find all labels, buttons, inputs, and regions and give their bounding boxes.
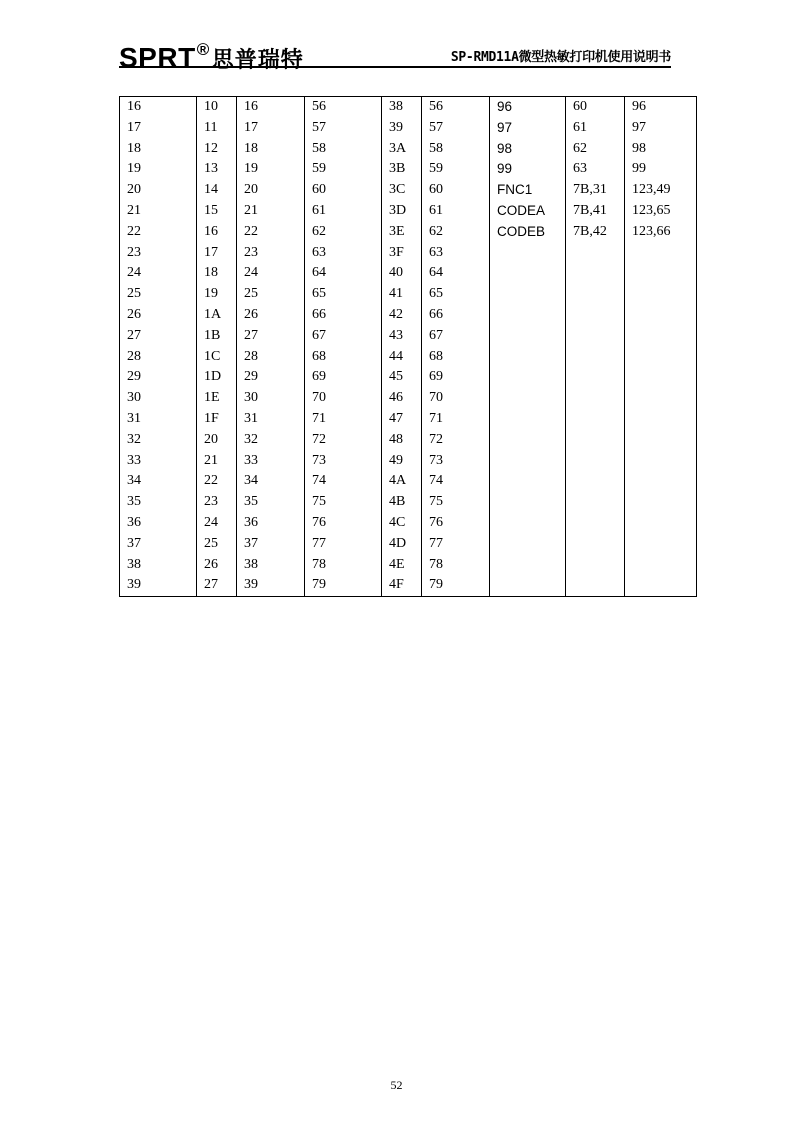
table-cell: 69 [305, 367, 382, 388]
table-cell: 4F [382, 575, 422, 596]
table-cell [566, 492, 625, 513]
table-cell: 1C [197, 347, 237, 368]
table-row [120, 243, 697, 264]
table-cell: 65 [305, 284, 382, 305]
table-cell: 64 [305, 263, 382, 284]
table-cell: 65 [422, 284, 490, 305]
table-cell [566, 243, 625, 264]
table-cell: 26 [120, 305, 197, 326]
table-cell: 12 [197, 139, 237, 160]
table-cell [490, 534, 566, 555]
table-cell: 34 [120, 471, 197, 492]
table-cell: 1D [197, 367, 237, 388]
table-cell: 31 [120, 409, 197, 430]
table-cell: 62 [422, 222, 490, 243]
table-cell: 78 [305, 555, 382, 576]
table-cell: 38 [382, 97, 422, 118]
table-cell [625, 284, 697, 305]
code-table-body [120, 97, 697, 597]
table-cell [566, 513, 625, 534]
brand-name-cn: 思普瑞特 [211, 47, 304, 72]
table-cell: 72 [422, 430, 490, 451]
table-cell [566, 471, 625, 492]
table-cell [566, 367, 625, 388]
brand-name: SPRT [119, 42, 196, 73]
table-cell: 61 [566, 118, 625, 139]
table-cell: 23 [120, 243, 197, 264]
table-cell: 60 [422, 180, 490, 201]
table-cell [625, 243, 697, 264]
table-cell: 79 [422, 575, 490, 596]
table-cell: 31 [237, 409, 305, 430]
table-cell: 35 [237, 492, 305, 513]
table-cell: 70 [422, 388, 490, 409]
table-cell: 37 [237, 534, 305, 555]
table-cell: 15 [197, 201, 237, 222]
table-cell: 96 [490, 97, 566, 118]
table-cell: 70 [305, 388, 382, 409]
table-cell [625, 492, 697, 513]
table-cell: 4D [382, 534, 422, 555]
table-cell: 36 [237, 513, 305, 534]
table-cell [566, 575, 625, 596]
table-cell [490, 409, 566, 430]
table-cell [625, 409, 697, 430]
table-cell: 3B [382, 159, 422, 180]
table-cell: 30 [120, 388, 197, 409]
table-cell: 35 [120, 492, 197, 513]
table-cell: 1A [197, 305, 237, 326]
table-cell: 24 [237, 263, 305, 284]
table-cell [490, 284, 566, 305]
table-cell [625, 430, 697, 451]
table-cell: 16 [120, 97, 197, 118]
table-cell: 20 [197, 430, 237, 451]
table-cell: 38 [120, 555, 197, 576]
table-cell: 75 [422, 492, 490, 513]
table-cell [625, 575, 697, 596]
table-row [120, 139, 697, 160]
table-cell: 60 [305, 180, 382, 201]
table-cell: 1F [197, 409, 237, 430]
table-cell: 27 [120, 326, 197, 347]
table-cell: 4C [382, 513, 422, 534]
table-cell: 47 [382, 409, 422, 430]
table-cell [566, 534, 625, 555]
table-cell: 123,49 [625, 180, 697, 201]
table-cell: 4E [382, 555, 422, 576]
table-cell: 61 [305, 201, 382, 222]
page-header [119, 30, 671, 73]
table-cell: 72 [305, 430, 382, 451]
table-cell: 73 [422, 451, 490, 472]
table-row [120, 575, 697, 596]
table-cell: 98 [490, 139, 566, 160]
table-cell [566, 555, 625, 576]
table-cell [490, 492, 566, 513]
table-cell: 27 [237, 326, 305, 347]
table-row [120, 367, 697, 388]
table-cell: 30 [237, 388, 305, 409]
table-cell: 123,66 [625, 222, 697, 243]
table-cell: 67 [422, 326, 490, 347]
table-cell: 18 [197, 263, 237, 284]
table-row [120, 201, 697, 222]
table-cell: 67 [305, 326, 382, 347]
table-row [120, 347, 697, 368]
table-cell: 62 [305, 222, 382, 243]
table-cell: 21 [237, 201, 305, 222]
table-cell: 17 [120, 118, 197, 139]
table-cell [490, 575, 566, 596]
table-cell: 63 [566, 159, 625, 180]
table-cell: 21 [120, 201, 197, 222]
table-cell: 22 [237, 222, 305, 243]
table-cell: 59 [305, 159, 382, 180]
table-cell: 96 [625, 97, 697, 118]
table-cell: 77 [422, 534, 490, 555]
table-row [120, 222, 697, 243]
table-cell [490, 243, 566, 264]
table-row [120, 388, 697, 409]
table-cell: 58 [422, 139, 490, 160]
table-cell [625, 305, 697, 326]
table-cell: 58 [305, 139, 382, 160]
table-cell: 56 [305, 97, 382, 118]
table-cell [490, 305, 566, 326]
table-cell: CODEA [490, 201, 566, 222]
table-cell: 46 [382, 388, 422, 409]
table-cell [625, 263, 697, 284]
table-cell: 77 [305, 534, 382, 555]
table-cell: 7B,42 [566, 222, 625, 243]
table-cell: 97 [490, 118, 566, 139]
table-row [120, 118, 697, 139]
table-cell: 39 [382, 118, 422, 139]
table-cell: 62 [566, 139, 625, 160]
table-cell: 1B [197, 326, 237, 347]
table-row [120, 451, 697, 472]
table-cell: 43 [382, 326, 422, 347]
table-cell: FNC1 [490, 180, 566, 201]
table-cell: 99 [625, 159, 697, 180]
table-cell: 20 [237, 180, 305, 201]
table-row [120, 305, 697, 326]
table-cell: 25 [237, 284, 305, 305]
table-cell: 73 [305, 451, 382, 472]
table-cell: 123,65 [625, 201, 697, 222]
table-cell: 60 [566, 97, 625, 118]
table-cell [490, 513, 566, 534]
table-cell: 36 [120, 513, 197, 534]
table-row [120, 409, 697, 430]
table-cell: 28 [120, 347, 197, 368]
table-row [120, 471, 697, 492]
table-cell [625, 534, 697, 555]
table-cell [490, 326, 566, 347]
table-cell [490, 555, 566, 576]
table-cell: 39 [120, 575, 197, 596]
table-cell: 26 [237, 305, 305, 326]
table-row [120, 326, 697, 347]
table-cell: 29 [237, 367, 305, 388]
table-cell: 44 [382, 347, 422, 368]
table-cell: 19 [120, 159, 197, 180]
brand-logo [119, 34, 304, 76]
header-rule [119, 66, 671, 68]
table-cell: 34 [237, 471, 305, 492]
table-cell: 45 [382, 367, 422, 388]
table-cell: 63 [305, 243, 382, 264]
table-cell: 3F [382, 243, 422, 264]
table-cell: 7B,31 [566, 180, 625, 201]
table-cell: 22 [120, 222, 197, 243]
table-cell: 75 [305, 492, 382, 513]
table-row [120, 263, 697, 284]
table-cell: 24 [197, 513, 237, 534]
table-cell: 69 [422, 367, 490, 388]
table-cell: 23 [237, 243, 305, 264]
table-cell [625, 347, 697, 368]
table-cell: 68 [422, 347, 490, 368]
table-cell: 76 [422, 513, 490, 534]
table-cell: 13 [197, 159, 237, 180]
table-cell: 57 [422, 118, 490, 139]
registered-mark: ® [196, 40, 210, 59]
table-cell: 40 [382, 263, 422, 284]
table-cell: 11 [197, 118, 237, 139]
table-cell: 79 [305, 575, 382, 596]
table-cell: 56 [422, 97, 490, 118]
table-cell [625, 326, 697, 347]
table-cell: 29 [120, 367, 197, 388]
table-cell: 18 [237, 139, 305, 160]
table-cell [490, 430, 566, 451]
table-cell [566, 326, 625, 347]
table-cell: 19 [237, 159, 305, 180]
code-table [119, 96, 697, 597]
table-cell: 27 [197, 575, 237, 596]
table-cell: 63 [422, 243, 490, 264]
table-row [120, 430, 697, 451]
table-cell: 3A [382, 139, 422, 160]
table-cell [566, 347, 625, 368]
table-cell [490, 263, 566, 284]
table-cell [566, 451, 625, 472]
table-cell: 61 [422, 201, 490, 222]
table-cell: 1E [197, 388, 237, 409]
table-cell: 74 [422, 471, 490, 492]
table-cell: 32 [237, 430, 305, 451]
table-cell: 17 [197, 243, 237, 264]
table-cell [625, 451, 697, 472]
table-cell: 23 [197, 492, 237, 513]
table-cell: 32 [120, 430, 197, 451]
table-cell: 4A [382, 471, 422, 492]
table-cell [566, 409, 625, 430]
table-cell: 38 [237, 555, 305, 576]
table-cell [566, 430, 625, 451]
table-cell: 25 [120, 284, 197, 305]
document-title: SP-RMD11A微型热敏打印机使用说明书 [450, 50, 671, 65]
table-cell [490, 388, 566, 409]
table-cell [625, 555, 697, 576]
table-cell: 3D [382, 201, 422, 222]
table-cell: CODEB [490, 222, 566, 243]
table-cell: 68 [305, 347, 382, 368]
table-cell: 48 [382, 430, 422, 451]
table-cell: 64 [422, 263, 490, 284]
table-cell: 19 [197, 284, 237, 305]
table-cell: 14 [197, 180, 237, 201]
table-cell: 26 [197, 555, 237, 576]
table-cell: 10 [197, 97, 237, 118]
table-cell: 41 [382, 284, 422, 305]
table-cell [490, 347, 566, 368]
table-cell: 24 [120, 263, 197, 284]
table-cell: 59 [422, 159, 490, 180]
table-cell: 98 [625, 139, 697, 160]
table-cell: 74 [305, 471, 382, 492]
table-cell: 99 [490, 159, 566, 180]
table-row [120, 97, 697, 118]
table-cell: 97 [625, 118, 697, 139]
table-cell: 21 [197, 451, 237, 472]
table-cell: 25 [197, 534, 237, 555]
table-cell: 39 [237, 575, 305, 596]
table-cell [625, 471, 697, 492]
table-row [120, 534, 697, 555]
table-cell: 33 [120, 451, 197, 472]
table-cell [625, 513, 697, 534]
table-cell [566, 284, 625, 305]
table-cell: 28 [237, 347, 305, 368]
table-cell: 57 [305, 118, 382, 139]
table-cell: 71 [422, 409, 490, 430]
table-cell: 76 [305, 513, 382, 534]
table-cell: 66 [305, 305, 382, 326]
table-cell [566, 388, 625, 409]
table-cell: 49 [382, 451, 422, 472]
table-cell: 22 [197, 471, 237, 492]
table-cell: 33 [237, 451, 305, 472]
table-cell: 71 [305, 409, 382, 430]
page-number: 52 [390, 1078, 403, 1092]
table-cell [625, 367, 697, 388]
table-cell [490, 367, 566, 388]
table-cell: 17 [237, 118, 305, 139]
table-cell: 16 [197, 222, 237, 243]
table-cell [566, 305, 625, 326]
table-row [120, 513, 697, 534]
table-cell: 7B,41 [566, 201, 625, 222]
table-cell: 3C [382, 180, 422, 201]
table-cell [490, 451, 566, 472]
table-cell: 37 [120, 534, 197, 555]
table-cell [625, 388, 697, 409]
table-row [120, 159, 697, 180]
table-row [120, 284, 697, 305]
table-cell: 4B [382, 492, 422, 513]
table-row [120, 555, 697, 576]
table-cell: 16 [237, 97, 305, 118]
table-cell: 3E [382, 222, 422, 243]
table-cell: 20 [120, 180, 197, 201]
table-row [120, 492, 697, 513]
table-cell [490, 471, 566, 492]
table-cell: 66 [422, 305, 490, 326]
table-cell: 18 [120, 139, 197, 160]
table-cell: 78 [422, 555, 490, 576]
table-row [120, 180, 697, 201]
table-cell [566, 263, 625, 284]
table-cell: 42 [382, 305, 422, 326]
